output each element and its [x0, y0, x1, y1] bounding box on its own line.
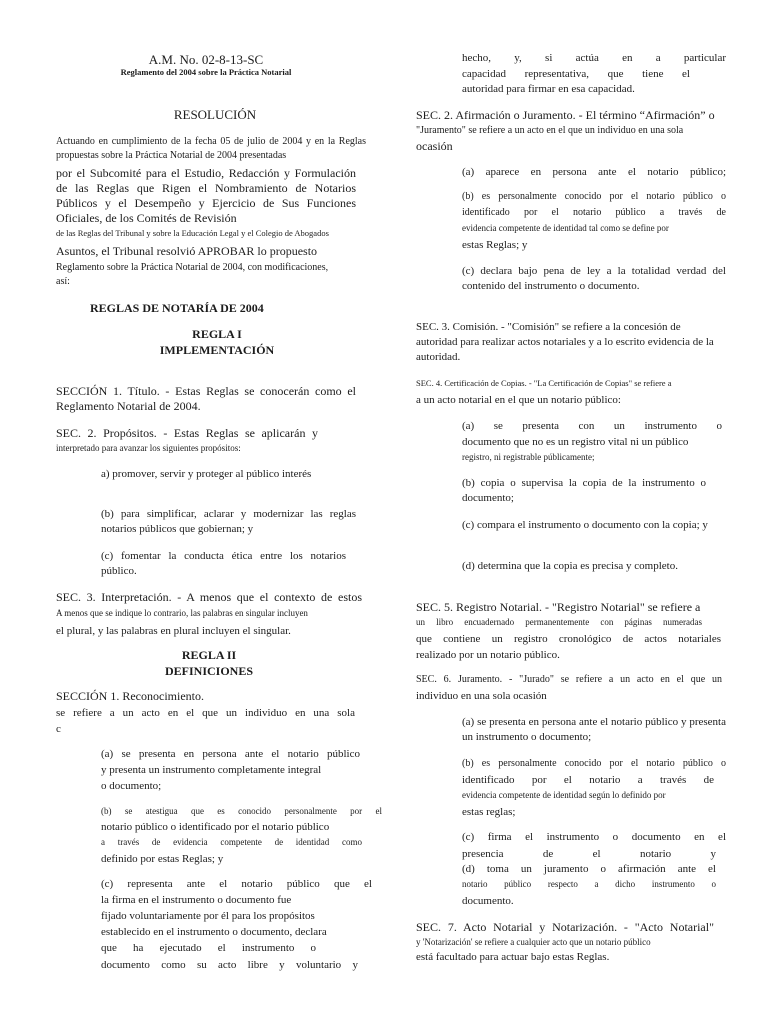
- recognition-b-line-1: (b) se atestigua que es conocido personalmente por el: [101, 806, 382, 816]
- affirmation-c: (c) declara bajo pena de ley a la totalidad verdad del contenido del instrumento o documento.: [462, 265, 726, 292]
- rule-2-section-1-fragment: c: [56, 723, 61, 735]
- purpose-a: a) promover, servir y proteger al público interés: [101, 468, 312, 480]
- recognition-a-line-1: (a) se presenta en persona ante el notario público: [101, 748, 360, 760]
- recognition-b-line-2: notario público o identificado por el notario público: [101, 821, 330, 833]
- copy-certification-text: a un acto notarial en el que un notario público:: [416, 394, 621, 406]
- copy-certification-heading: SEC. 4. Certificación de Copias. - "La Certificación de Copias" se refiere a: [416, 378, 672, 388]
- affirmation-b-line-2: identificado por el notario público a través de: [462, 207, 726, 218]
- copy-a-line-2: documento que no es un registro vital ni un público: [462, 436, 689, 448]
- jurat-b-line-3: evidencia competente de identidad según lo definido por: [462, 790, 666, 800]
- recognition-c-line-1: (c) representa ante el notario público que el: [101, 878, 372, 890]
- recognition-c-line-2: la firma en el instrumento o documento fue: [101, 894, 292, 906]
- recognition-b-line-4: definido por estas Reglas; y: [101, 853, 224, 865]
- recognition-c-line-4: establecido en el instrumento o documento, declara: [101, 926, 327, 938]
- continuation-line-3: autoridad para firmar en esa capacidad.: [462, 83, 635, 95]
- resolution-paragraph-6: así:: [56, 276, 70, 287]
- case-number: A.M. No. 02-8-13-SC: [148, 52, 264, 67]
- notarial-act-text-1: y 'Notarización' se refiere a cualquier acto que un notario público: [416, 937, 651, 947]
- jurat-b-line-2: identificado por el notario a través de: [462, 774, 714, 786]
- jurat-b-line-1: (b) es personalmente conocido por el notario público o: [462, 758, 726, 769]
- resolution-paragraph-3: de las Reglas del Tribunal y sobre la Educación Legal y el Colegio de Abogados: [56, 228, 329, 238]
- rule-2-section-1-heading: SECCIÓN 1. Reconocimiento.: [56, 689, 204, 703]
- jurat-c-line-2: presencia de el notario y: [462, 848, 716, 860]
- jurat-b-line-4: estas reglas;: [462, 806, 516, 818]
- purpose-c: (c) fomentar la conducta ética entre los notarios público.: [101, 550, 346, 577]
- rule-1-title: REGLA I: [192, 327, 242, 341]
- rule-1-section-3-heading: SEC. 3. Interpretación. - A menos que el contexto de estos: [56, 590, 362, 604]
- recognition-c-line-3: fijado voluntariamente por él para los propósitos: [101, 910, 315, 922]
- rule-2-title: REGLA II: [181, 648, 237, 662]
- resolution-paragraph-1: Actuando en cumplimiento de la fecha 05 de julio de 2004 y en la Reglas propuestas sobre la Práctica Notarial de 2004 presentadas: [56, 136, 366, 161]
- affirmation-section-text-2: ocasión: [416, 139, 453, 153]
- jurat-d-line-2: notario público respecto a dicho instrumento o: [462, 879, 716, 889]
- rule-1-section-2-text: interpretado para avanzar los siguientes propósitos:: [56, 443, 241, 453]
- recognition-c-line-5: que ha ejecutado el instrumento o: [101, 942, 316, 954]
- jurat-d-line-1: (d) toma un juramento o afirmación ante el: [462, 863, 716, 875]
- document-subtitle: Reglamento del 2004 sobre la Práctica Notarial: [120, 67, 292, 77]
- recognition-c-line-6: documento como su acto libre y voluntario y: [101, 959, 358, 971]
- affirmation-section-heading: SEC. 2. Afirmación o Juramento. - El término “Afirmación” o: [416, 108, 715, 122]
- purpose-b: (b) para simplificar, aclarar y modernizar las reglas notarios públicos que gobiernan; y: [101, 508, 356, 535]
- rule-2-section-1-text: se refiere a un acto en el que un individuo en una sola: [56, 707, 355, 719]
- resolution-paragraph-4: Asuntos, el Tribunal resolvió APROBAR lo propuesto: [56, 244, 318, 258]
- rule-1-subtitle: IMPLEMENTACIÓN: [159, 343, 275, 357]
- rule-1-section-1: SECCIÓN 1. Título. - Estas Reglas se conocerán como el Reglamento Notarial de 2004.: [56, 384, 356, 413]
- rule-2-subtitle: DEFINICIONES: [164, 664, 254, 678]
- recognition-a-line-2: y presenta un instrumento completamente integral: [101, 764, 322, 776]
- resolution-heading: RESOLUCIÓN: [173, 107, 257, 122]
- continuation-line-1: hecho, y, si actúa en a particular: [462, 52, 726, 64]
- notarial-register-text-2: que contiene un registro cronológico de actos notariales: [416, 633, 721, 645]
- rule-1-section-3-text-2: el plural, y las palabras en plural incluyen el singular.: [56, 625, 291, 637]
- copy-b: (b) copia o supervisa la copia de la instrumento o documento;: [462, 477, 706, 504]
- commission-section: SEC. 3. Comisión. - "Comisión" se refiere a la concesión de autoridad para realizar actos notariales y a lo escrito evidencia de la autoridad.: [416, 321, 714, 363]
- rule-1-section-3-text-1: A menos que se indique lo contrario, las palabras en singular incluyen: [56, 608, 308, 618]
- affirmation-b-line-1: (b) es personalmente conocido por el notario público o: [462, 191, 726, 202]
- affirmation-a: (a) aparece en persona ante el notario público;: [462, 166, 726, 178]
- affirmation-section-text: "Juramento" se refiere a un acto en el que un individuo en una sola: [416, 125, 684, 136]
- recognition-a-line-3: o documento;: [101, 780, 162, 792]
- resolution-paragraph-5: Reglamento sobre la Práctica Notarial de 2004, con modificaciones,: [56, 262, 329, 273]
- rule-1-section-2-heading: SEC. 2. Propósitos. - Estas Reglas se aplicarán y: [56, 426, 318, 440]
- jurat-text: individuo en una sola ocasión: [416, 690, 547, 702]
- copy-c: (c) compara el instrumento o documento con la copia; y: [462, 519, 708, 531]
- recognition-b-line-3: a través de evidencia competente de identidad como: [101, 837, 362, 847]
- notarial-act-text-2: está facultado para actuar bajo estas Reglas.: [416, 951, 610, 963]
- affirmation-b-line-4: estas Reglas; y: [462, 239, 528, 251]
- rules-title: REGLAS DE NOTARÍA DE 2004: [90, 301, 264, 315]
- copy-a-line-1: (a) se presenta con un instrumento o: [462, 420, 722, 432]
- notarial-register-heading: SEC. 5. Registro Notarial. - "Registro Notarial" se refiere a: [416, 600, 701, 614]
- copy-d: (d) determina que la copia es precisa y completo.: [462, 560, 678, 572]
- jurat-a: (a) se presenta en persona ante el notario público y presenta un instrumento o documento;: [462, 716, 726, 743]
- notarial-register-text-1: un libro encuadernado permanentemente con páginas numeradas: [416, 617, 702, 627]
- resolution-paragraph-2: por el Subcomité para el Estudio, Redacción y Formulación de las Reglas que Rigen el Nombramiento de Notarios Públicos y el Desempeño y Ejercicio de Sus Funciones Oficiales, de los Comités de Revisión: [56, 166, 356, 225]
- notarial-act-heading: SEC. 7. Acto Notarial y Notarización. - "Acto Notarial": [416, 920, 714, 934]
- notarial-register-text-3: realizado por un notario público.: [416, 649, 560, 661]
- jurat-c-line-1: (c) firma el instrumento o documento en el: [462, 831, 726, 843]
- affirmation-b-line-3: evidencia competente de identidad tal como se define por: [462, 223, 669, 233]
- continuation-line-2: capacidad representativa, que tiene el: [462, 68, 690, 80]
- jurat-heading: SEC. 6. Juramento. - "Jurado" se refiere a un acto en el que un: [416, 674, 722, 685]
- jurat-d-line-3: documento.: [462, 895, 514, 907]
- copy-a-line-3: registro, ni registrable públicamente;: [462, 452, 595, 462]
